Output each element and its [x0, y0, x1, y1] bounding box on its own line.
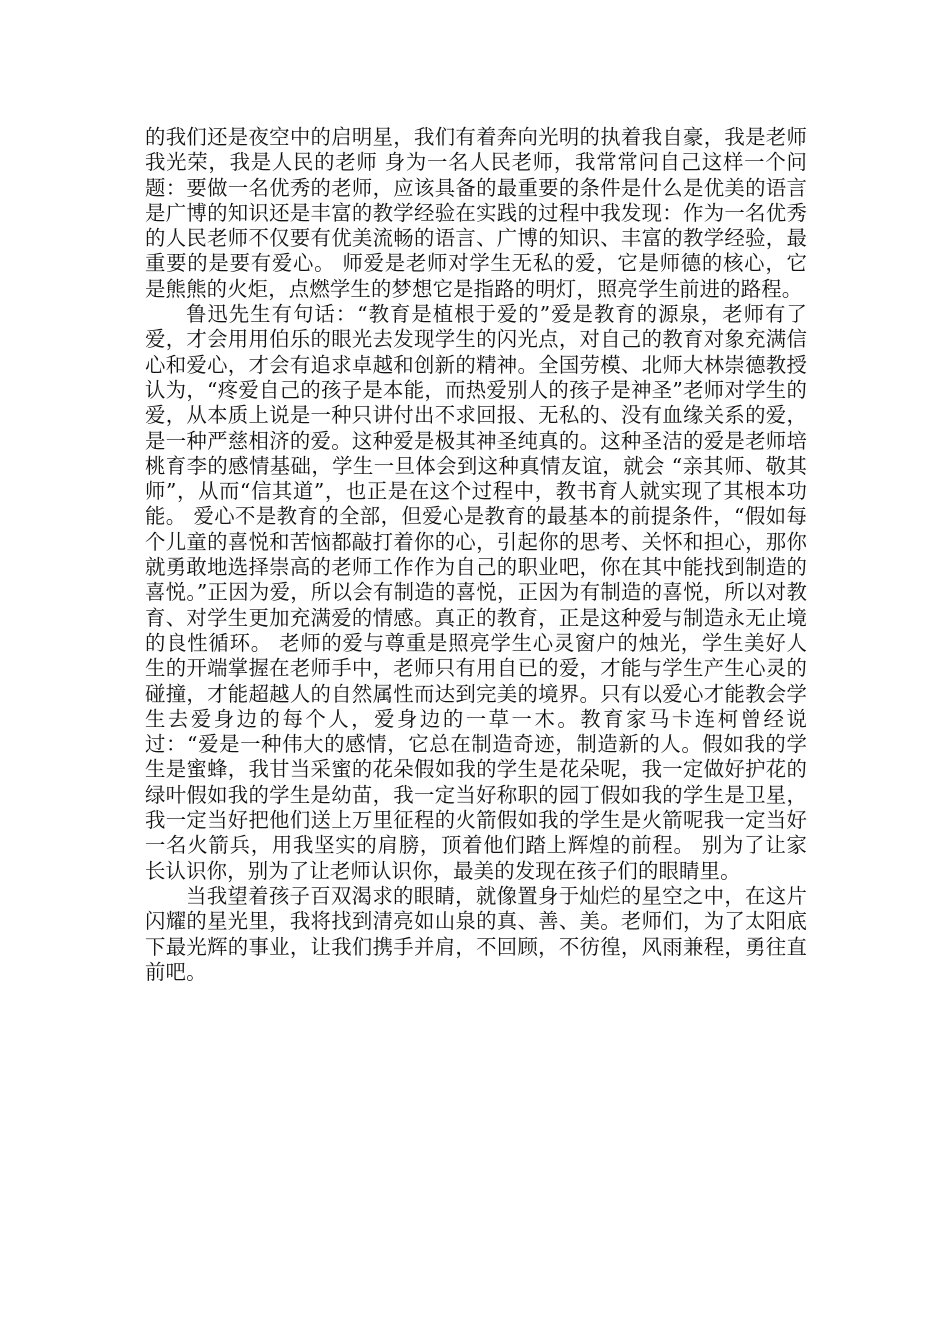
- paragraph-3: 当我望着孩子百双渴求的眼睛，就像置身于灿烂的星空之中，在这片闪耀的星光里，我将找到清亮如山泉的真、善、美。老师们，为了太阳底下最光辉的事业，让我们携手并肩，不回顾，不彷徨，风雨兼程，勇往直前吧。: [145, 883, 807, 984]
- paragraph-2: 鲁迅先生有句话：“教育是植根于爱的”爱是教育的源泉，老师有了爱，才会用用伯乐的眼光去发现学生的闪光点，对自己的教育对象充满信心和爱心，才会有追求卓越和创新的精神。全国劳模、北师大林崇德教授认为，“疼爱自己的孩子是本能，而热爱别人的孩子是神圣”老师对学生的爱，从本质上说是一种只讲付出不求回报、无私的、没有血缘关系的爱，是一种严慈相济的爱。这种爱是极其神圣纯真的。这种圣洁的爱是老师培桃育李的感情基础，学生一旦体会到这种真情友谊，就会 “亲其师、敬其师”，从而“信其道”，也正是在这个过程中，教书育人就实现了其根本功能。 爱心不是教育的全部，但爱心是教育的最基本的前提条件，“假如每个儿童的喜悦和苦恼都敲打着你的心，引起你的思考、关怀和担心，那你就勇敢地选择崇高的老师工作作为自己的职业吧，你在其中能找到制造的喜悦。”正因为爱，所以会有制造的喜悦，正因为有制造的喜悦，所以对教育、对学生更加充满爱的情感。真正的教育，正是这种爱与制造永无止境的良性循环。 老师的爱与尊重是照亮学生心灵窗户的烛光，学生美好人生的开端掌握在老师手中，老师只有用自已的爱，才能与学生产生心灵的碰撞，才能超越人的自然属性而达到完美的境界。只有以爱心才能教会学生去爱身边的每个人，爱身边的一草一木。教育家马卡连柯曾经说过：“爱是一种伟大的感情，它总在制造奇迹，制造新的人。假如我的学生是蜜蜂，我甘当采蜜的花朵假如我的学生是花朵呢，我一定做好护花的绿叶假如我的学生是幼苗，我一定当好称职的园丁假如我的学生是卫星，我一定当好把他们送上万里征程的火箭假如我的学生是火箭呢我一定当好一名火箭兵，用我坚实的肩膀，顶着他们踏上辉煌的前程。 别为了让家长认识你，别为了让老师认识你，最美的发现在孩子们的眼睛里。: [145, 302, 807, 883]
- paragraph-1: 的我们还是夜空中的启明星，我们有着奔向光明的执着我自豪，我是老师我光荣，我是人民的老师 身为一名人民老师，我常常问自己这样一个问题：要做一名优秀的老师，应该具备的最重要的条件是什么是优美的语言是广博的知识还是丰富的教学经验在实践的过程中我发现：作为一名优秀的人民老师不仅要有优美流畅的语言、广博的知识、丰富的教学经验，最重要的是要有爱心。 师爱是老师对学生无私的爱，它是师德的核心，它是熊熊的火炬，点燃学生的梦想它是指路的明灯，照亮学生前进的路程。: [145, 125, 807, 301]
- document-body: [145, 125, 807, 985]
